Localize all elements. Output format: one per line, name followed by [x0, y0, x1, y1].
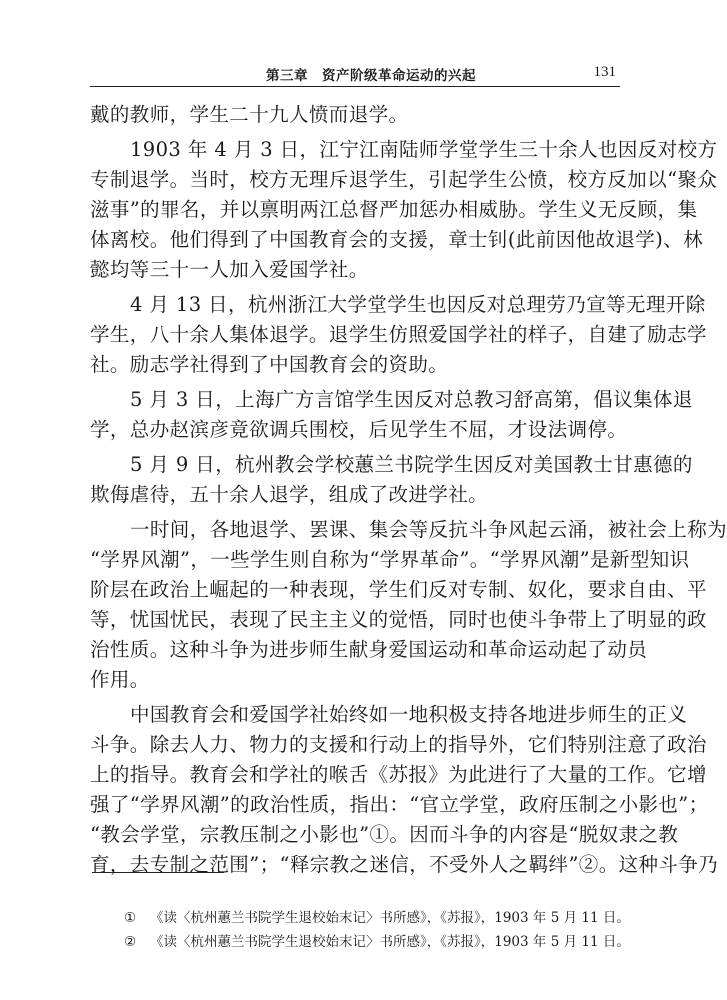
body-text	[90, 100, 727, 880]
text-line: 上的指导。教育会和学社的喉舌《苏报》为此进行了大量的工作。它增	[90, 763, 707, 786]
text-line: 5 月 3 日，上海广方言馆学生因反对总教习舒高第，倡议集体退	[130, 388, 693, 411]
text-line: 强了“学界风潮”的政治性质，指出：“官立学堂，政府压制之小影也”；	[90, 793, 709, 816]
text-line: 滋事”的罪名，并以禀明两江总督严加惩办相威胁。学生义无反顾，集	[90, 198, 698, 221]
footnote	[124, 906, 630, 930]
text-line: “教会学堂，宗教压制之小影也”①。因而斗争的内容是“脱奴隶之教	[90, 823, 679, 846]
footnote-marker: ②	[124, 934, 137, 950]
text-line: 阶层在政治上崛起的一种表现，学生们反对专制、奴化，要求自由、平	[90, 578, 707, 601]
text-line: 育，去专制之范围”；“释宗教之迷信，不受外人之羁绊”②。这种斗争乃	[90, 853, 719, 876]
footnote	[124, 930, 630, 954]
text-line: 懿均等三十一人加入爱国学社。	[90, 258, 369, 281]
text-line: 4 月 13 日，杭州浙江大学堂学生也因反对总理劳乃宣等无理开除	[130, 293, 706, 316]
paragraph	[90, 450, 693, 510]
text-line: 学生，八十余人集体退学。退学生仿照爱国学社的样子，自建了励志学	[90, 323, 707, 346]
footnote-marker: ①	[124, 910, 137, 926]
text-line: 斗争。除去人力、物力的支援和行动上的指导外，它们特别注意了政治	[90, 733, 707, 756]
footnote-divider	[92, 872, 224, 873]
paragraph	[90, 290, 707, 380]
chapter-title: 第三章 资产阶级革命运动的兴起	[266, 68, 476, 84]
page-number: 131	[593, 64, 616, 80]
text-line: 体离校。他们得到了中国教育会的支援，章士钊(此前因他故退学)、林	[90, 228, 704, 251]
paragraph	[90, 135, 718, 285]
text-line: 社。励志学社得到了中国教育会的资助。	[90, 353, 449, 376]
text-line: 专制退学。当时，校方无理斥退学生，引起学生公愤，校方反加以“聚众	[90, 168, 718, 191]
text-line: 1903 年 4 月 3 日，江宁江南陆师学堂学生三十余人也因反对校方	[130, 138, 718, 161]
text-line: 5 月 9 日，杭州教会学校蕙兰书院学生因反对美国教士甘惠德的	[130, 453, 693, 476]
text-line: 作用。	[90, 668, 150, 691]
paragraph	[90, 100, 620, 130]
footnote-text: 《读〈杭州蕙兰书院学生退校始末记〉书所感》，《苏报》，1903 年 5 月 11 日。	[150, 934, 630, 950]
text-line: 治性质。这种斗争为进步师生献身爱国运动和革命运动起了动员	[90, 638, 648, 661]
footnotes	[124, 906, 630, 954]
text-line: 欺侮虐待，五十余人退学，组成了改进学社。	[90, 483, 489, 506]
footnote-text: 《读〈杭州蕙兰书院学生退校始末记〉书所感》，《苏报》，1903 年 5 月 11 日。	[150, 910, 630, 926]
running-header	[90, 60, 620, 87]
text-line: “学界风潮”，一些学生则自称为“学界革命”。“学界风潮”是新型知识	[90, 548, 690, 571]
text-line: 戴的教师，学生二十九人愤而退学。	[90, 103, 409, 126]
text-line: 一时间，各地退学、罢课、集会等反抗斗争风起云涌，被社会上称为	[130, 518, 727, 541]
paragraph	[90, 385, 693, 445]
text-line: 学，总办赵滨彦竟欲调兵围校，后见学生不屈，才设法调停。	[90, 418, 628, 441]
paragraph	[90, 515, 727, 695]
text-line: 中国教育会和爱国学社始终如一地积极支持各地进步师生的正义	[130, 703, 688, 726]
text-line: 等，忧国忧民，表现了民主主义的觉悟，同时也使斗争带上了明显的政	[90, 608, 707, 631]
paragraph	[90, 700, 719, 880]
